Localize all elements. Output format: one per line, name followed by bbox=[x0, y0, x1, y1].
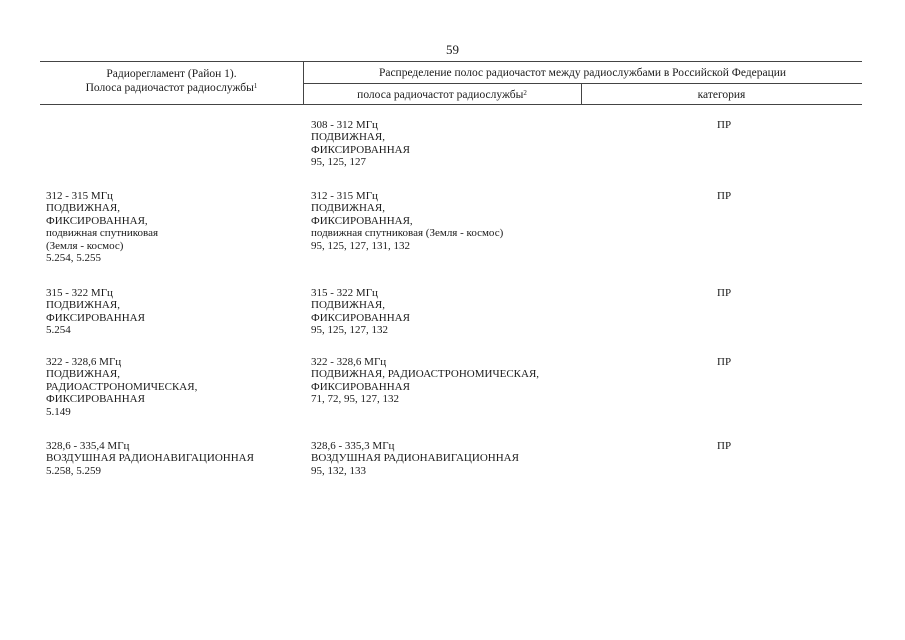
row-4-rf-band bbox=[311, 440, 519, 477]
header-col2-band-label: полоса радиочастот радиослужбы bbox=[357, 89, 524, 101]
left-line: 328,6 - 335,4 МГц bbox=[46, 440, 130, 452]
row-3-itu-band bbox=[46, 356, 197, 418]
right-line: ФИКСИРОВАННАЯ bbox=[311, 311, 410, 324]
left-line: 5.254, 5.255 bbox=[46, 252, 101, 265]
right-line: 312 - 315 МГц bbox=[311, 190, 378, 202]
row-3-rf-band bbox=[311, 356, 539, 406]
header-col1-line2: Полоса радиочастот радиослужбы bbox=[85, 82, 254, 94]
right-line: 322 - 328,6 МГц bbox=[311, 356, 387, 368]
right-line: 315 - 322 МГц bbox=[311, 287, 378, 299]
header-col2-top: Распределение полос радиочастот между радиослужбами в Российской Федерации bbox=[378, 67, 787, 79]
right-line: ФИКСИРОВАННАЯ, bbox=[311, 214, 413, 227]
row-2-rf-band bbox=[311, 287, 410, 337]
right-line: 95, 125, 127 bbox=[311, 156, 366, 169]
right-line: 308 - 312 МГц bbox=[311, 119, 378, 131]
right-line: ПОДВИЖНАЯ, bbox=[311, 131, 385, 144]
right-line: ФИКСИРОВАННАЯ bbox=[311, 380, 410, 393]
row-2-itu-band bbox=[46, 287, 145, 337]
left-line: 5.149 bbox=[46, 405, 71, 418]
left-line: ПОДВИЖНАЯ, bbox=[46, 202, 120, 215]
left-line: подвижная спутниковая bbox=[46, 227, 159, 240]
right-line: подвижная спутниковая (Земля - космос) bbox=[311, 227, 504, 240]
header-top-rule bbox=[40, 61, 862, 62]
left-line: ФИКСИРОВАННАЯ bbox=[46, 393, 145, 406]
left-line: ФИКСИРОВАННАЯ bbox=[46, 311, 145, 324]
right-line: 71, 72, 95, 127, 132 bbox=[311, 393, 399, 406]
left-line: ВОЗДУШНАЯ РАДИОНАВИГАЦИОННАЯ bbox=[46, 452, 254, 465]
header-bottom-rule bbox=[40, 104, 862, 105]
right-line: 328,6 - 335,3 МГц bbox=[311, 440, 395, 452]
header-mid-rule bbox=[303, 83, 862, 84]
left-line: (Земля - космос) bbox=[46, 239, 124, 252]
left-line: 312 - 315 МГц bbox=[46, 190, 113, 202]
row-3-category: ПР bbox=[717, 356, 732, 368]
right-line: ВОЗДУШНАЯ РАДИОНАВИГАЦИОННАЯ bbox=[311, 452, 519, 465]
row-1-category: ПР bbox=[717, 190, 732, 202]
left-line: РАДИОАСТРОНОМИЧЕСКАЯ, bbox=[46, 380, 198, 393]
header-col1 bbox=[40, 67, 303, 95]
header-col1-line2-wrap bbox=[40, 81, 303, 95]
left-line: ПОДВИЖНАЯ, bbox=[46, 299, 120, 312]
header-col2-band bbox=[303, 88, 581, 102]
row-0-rf-band bbox=[311, 119, 410, 169]
left-line: 322 - 328,6 МГц bbox=[46, 356, 122, 368]
right-line: ФИКСИРОВАННАЯ bbox=[311, 143, 410, 156]
left-line: 5.258, 5.259 bbox=[46, 464, 101, 477]
right-line: 95, 125, 127, 131, 132 bbox=[311, 239, 410, 252]
header-col2-band-footnote: 2 bbox=[523, 89, 527, 97]
row-1-itu-band bbox=[46, 190, 158, 264]
left-line: 5.254 bbox=[46, 324, 71, 337]
right-line: ПОДВИЖНАЯ, РАДИОАСТРОНОМИЧЕСКАЯ, bbox=[311, 368, 540, 381]
row-2-category: ПР bbox=[717, 287, 732, 299]
right-line: ПОДВИЖНАЯ, bbox=[311, 299, 385, 312]
row-4-itu-band bbox=[46, 440, 254, 477]
row-4-category: ПР bbox=[717, 440, 732, 452]
header-col1-line1: Радиорегламент (Район 1). bbox=[106, 68, 237, 80]
row-0-category: ПР bbox=[717, 119, 732, 131]
header-col1-footnote: 1 bbox=[253, 82, 258, 90]
row-1-rf-band bbox=[311, 190, 503, 252]
left-line: ФИКСИРОВАННАЯ, bbox=[46, 214, 148, 227]
right-line: 95, 125, 127, 132 bbox=[311, 324, 388, 337]
left-line: ПОДВИЖНАЯ, bbox=[46, 368, 120, 381]
header-col2-category: категория bbox=[697, 89, 746, 101]
right-line: ПОДВИЖНАЯ, bbox=[311, 202, 385, 215]
left-line: 315 - 322 МГц bbox=[46, 287, 113, 299]
right-line: 95, 132, 133 bbox=[311, 464, 366, 477]
page-number: 59 bbox=[446, 42, 459, 57]
